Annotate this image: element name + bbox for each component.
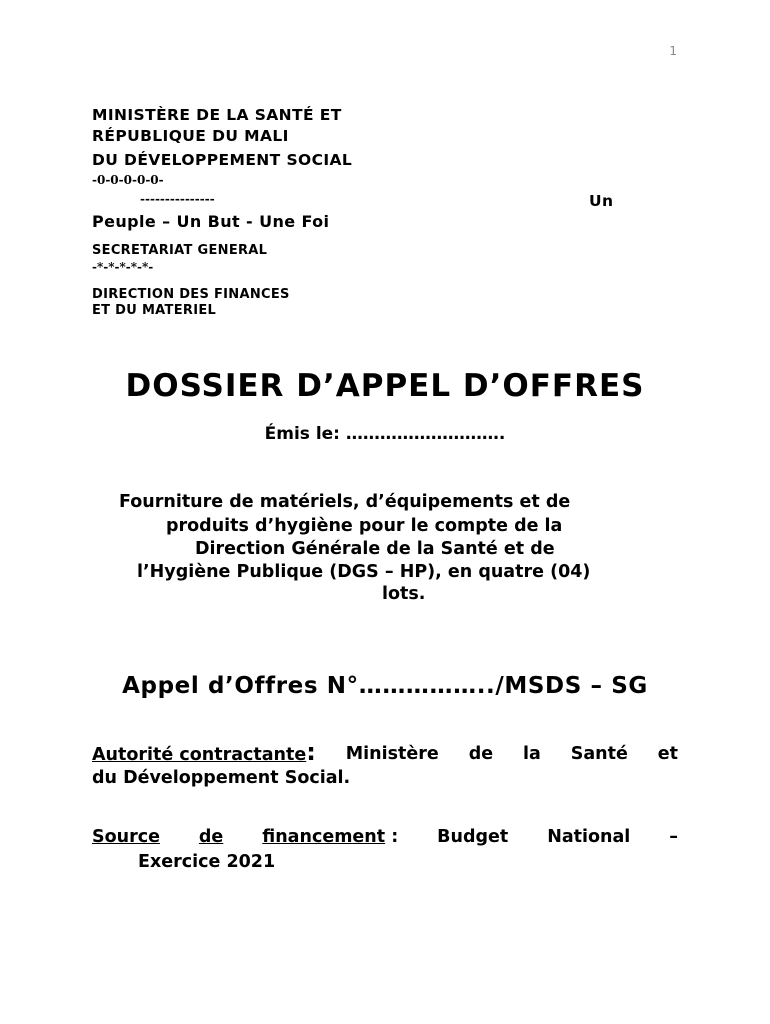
authority-word: Santé — [570, 744, 628, 764]
direction-line-2: ET DU MATERIEL — [92, 303, 217, 318]
document-title: DOSSIER D’APPEL D’OFFRES — [125, 368, 645, 404]
funding-label-group — [262, 827, 398, 847]
authority-word: la — [523, 744, 541, 764]
motto: Peuple – Un But - Une Foi — [92, 212, 330, 231]
funding-source-line — [92, 827, 678, 847]
subject-line: lots. — [382, 584, 426, 604]
separator-zeros: -0-0-0-0-0- — [92, 173, 164, 187]
ministry-line-2: DU DÉVELOPPEMENT SOCIAL — [92, 151, 353, 169]
ministry-line-1: MINISTÈRE DE LA SANTÉ ET — [92, 106, 342, 124]
subject-line: produits d’hygiène pour le compte de la — [166, 516, 563, 536]
separator-dashes: --------------- — [140, 192, 215, 206]
funding-word: National — [547, 827, 631, 847]
tender-number: Appel d’Offres N°……………../MSDS – SG — [122, 673, 648, 699]
page-number: 1 — [669, 44, 677, 58]
contracting-authority-label: Autorité contractante — [92, 745, 307, 765]
authority-word: Ministère — [345, 744, 439, 764]
subject-line: Fourniture de matériels, d’équipements et de — [119, 492, 571, 512]
secretariat-general: SECRETARIAT GENERAL — [92, 243, 268, 258]
issue-date: Émis le: ………………………. — [264, 424, 506, 444]
label-colon: : — [306, 738, 316, 766]
authority-word: et — [657, 744, 678, 764]
subject-line: Direction Générale de la Santé et de — [195, 539, 555, 559]
direction-line-1: DIRECTION DES FINANCES — [92, 287, 290, 302]
funding-label-word: Source — [92, 827, 160, 847]
contracting-authority-label-group — [92, 738, 316, 766]
authority-word: de — [468, 744, 494, 764]
contracting-authority-line — [92, 738, 678, 766]
republic-name: RÉPUBLIQUE DU MALI — [92, 127, 289, 145]
funding-source-continued: Exercice 2021 — [138, 852, 276, 872]
label-colon: : — [391, 827, 399, 847]
contracting-authority-continued: du Développement Social. — [92, 768, 351, 788]
funding-label-word: de — [198, 827, 224, 847]
motto-start: Un — [589, 192, 614, 210]
funding-word: – — [669, 827, 678, 847]
funding-word: Budget — [437, 827, 509, 847]
funding-label-word: financement — [262, 827, 386, 847]
subject-line: l’Hygiène Publique (DGS – HP), en quatre (04) — [137, 562, 591, 582]
separator-stars: -*-*-*-*-*- — [92, 260, 154, 274]
